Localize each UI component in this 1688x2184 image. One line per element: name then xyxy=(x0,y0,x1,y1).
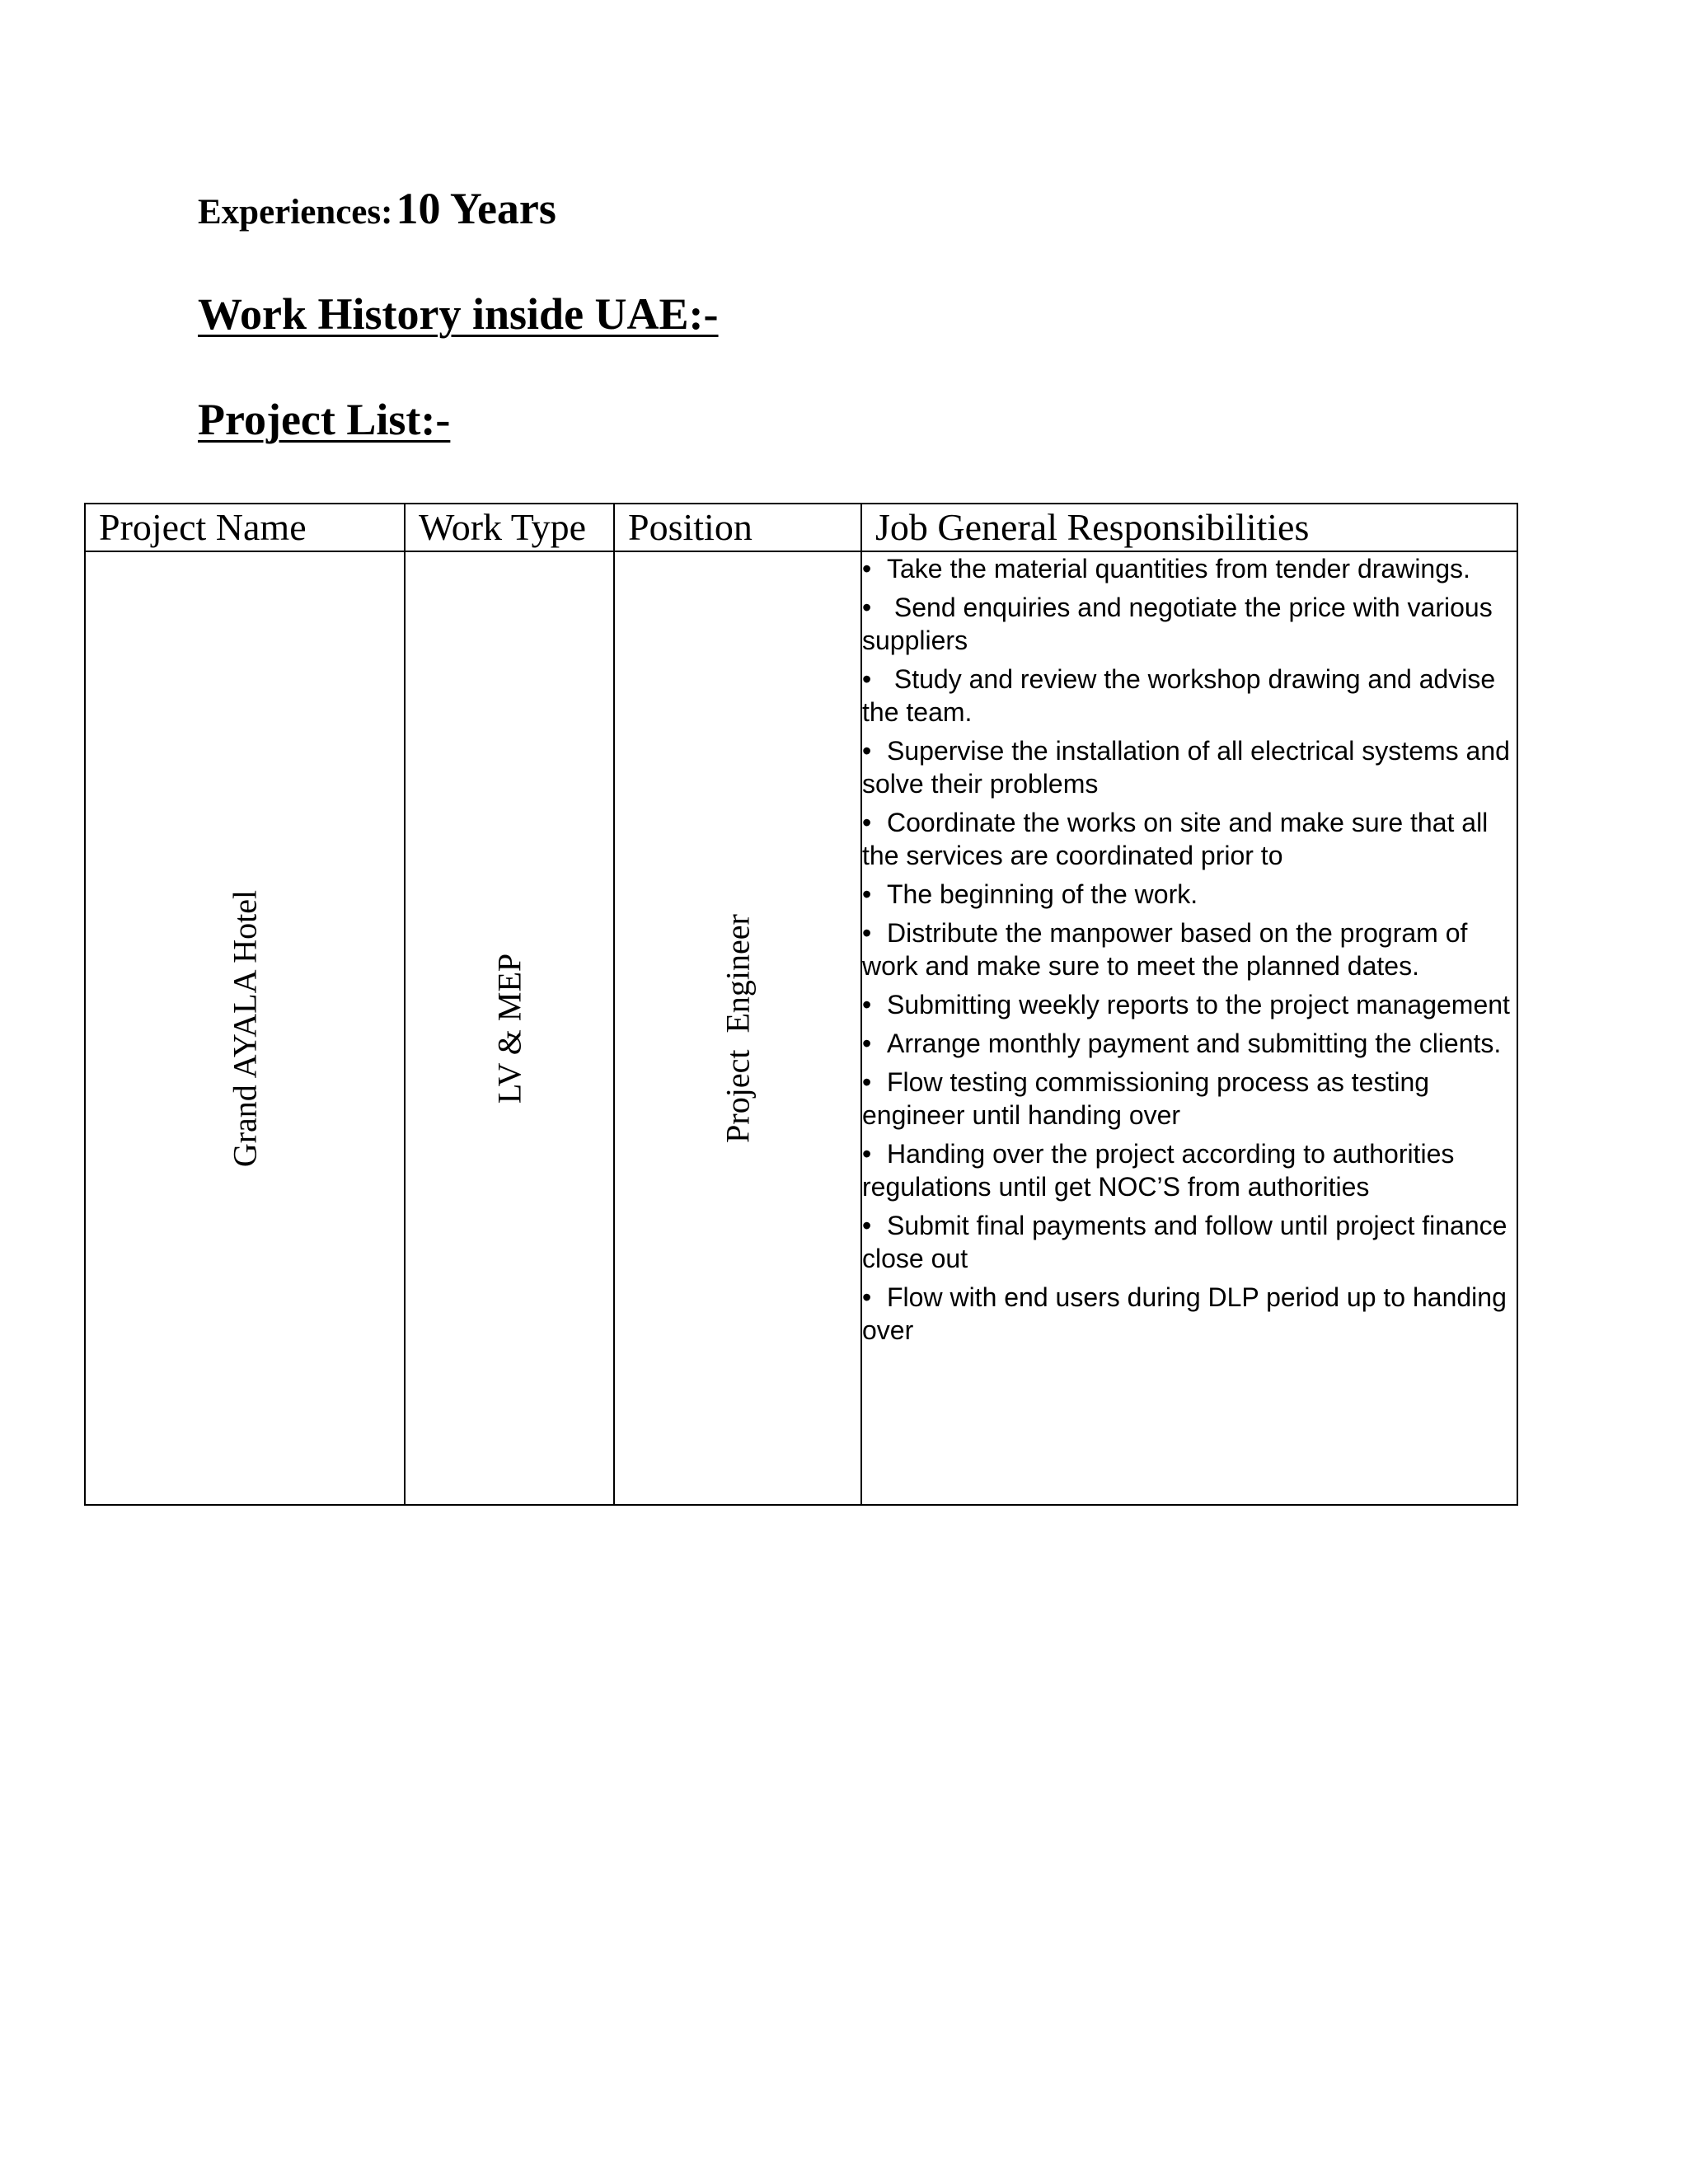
table-header-row xyxy=(85,504,1517,551)
list-item xyxy=(862,552,1517,585)
position-text: Project Engineer xyxy=(719,913,757,1143)
bullet-icon: • xyxy=(862,990,872,1019)
bullet-icon: • xyxy=(862,808,872,837)
experience-line xyxy=(198,183,556,234)
responsibility-text: Send enquiries and negotiate the price with various suppliers xyxy=(862,593,1500,655)
responsibility-text: The beginning of the work. xyxy=(887,879,1198,909)
cell-work-type xyxy=(405,551,614,1505)
responsibility-text: Study and review the workshop drawing and advise the team. xyxy=(862,664,1503,727)
responsibility-text: Distribute the manpower based on the program of work and make sure to meet the planned dates. xyxy=(862,918,1475,981)
bullet-icon: • xyxy=(862,879,872,909)
bullet-icon: • xyxy=(862,554,872,583)
bullet-icon: • xyxy=(862,593,872,622)
list-item xyxy=(862,916,1517,982)
responsibility-text: Submit final payments and follow until project finance close out xyxy=(862,1211,1515,1273)
bullet-icon: • xyxy=(862,1029,872,1058)
experience-label: Experiences: xyxy=(198,193,393,232)
project-table xyxy=(84,503,1518,1506)
cell-responsibilities xyxy=(861,551,1517,1505)
header-project-name: Project Name xyxy=(85,504,405,551)
header-position: Position xyxy=(614,504,861,551)
experience-value: 10 Years xyxy=(396,184,556,233)
responsibility-text: Handing over the project according to authorities regulations until get NOC’S from authorities xyxy=(862,1139,1462,1202)
responsibility-text: Supervise the installation of all electrical systems and solve their problems xyxy=(862,736,1517,799)
list-item xyxy=(862,734,1517,800)
bullet-icon: • xyxy=(862,1139,872,1169)
list-item xyxy=(862,1137,1517,1203)
cell-position xyxy=(614,551,861,1505)
work-type-text: LV & MEP xyxy=(490,953,528,1104)
project-list-heading: Project List:- xyxy=(198,395,451,444)
list-item xyxy=(862,1027,1517,1060)
responsibility-text: Arrange monthly payment and submitting the clients. xyxy=(887,1029,1502,1058)
table-row xyxy=(85,551,1517,1505)
bullet-icon: • xyxy=(862,1211,872,1240)
responsibility-text: Coordinate the works on site and make sure that all the services are coordinated prior to xyxy=(862,808,1496,870)
header-work-type: Work Type xyxy=(405,504,614,551)
bullet-icon: • xyxy=(862,736,872,766)
list-item xyxy=(862,988,1517,1021)
list-item xyxy=(862,1281,1517,1347)
list-item xyxy=(862,878,1517,911)
list-item xyxy=(862,806,1517,872)
responsibility-text: Flow testing commissioning process as testing engineer until handing over xyxy=(862,1067,1437,1130)
list-item xyxy=(862,1066,1517,1132)
responsibility-text: Take the material quantities from tender drawings. xyxy=(887,554,1470,583)
bullet-icon: • xyxy=(862,664,872,694)
list-item xyxy=(862,591,1517,657)
cell-project-name xyxy=(85,551,405,1505)
list-item xyxy=(862,1209,1517,1275)
list-item xyxy=(862,663,1517,729)
project-name-text: Grand AYALA Hotel xyxy=(226,889,264,1167)
bullet-icon: • xyxy=(862,1067,872,1097)
bullet-icon: • xyxy=(862,1282,872,1312)
responsibility-text: Submitting weekly reports to the project management xyxy=(887,990,1510,1019)
work-history-heading: Work History inside UAE:- xyxy=(198,289,719,339)
bullet-icon: • xyxy=(862,918,872,948)
responsibility-text: Flow with end users during DLP period up to handing over xyxy=(862,1282,1514,1345)
responsibilities-list xyxy=(862,552,1517,1347)
header-responsibilities: Job General Responsibilities xyxy=(861,504,1517,551)
